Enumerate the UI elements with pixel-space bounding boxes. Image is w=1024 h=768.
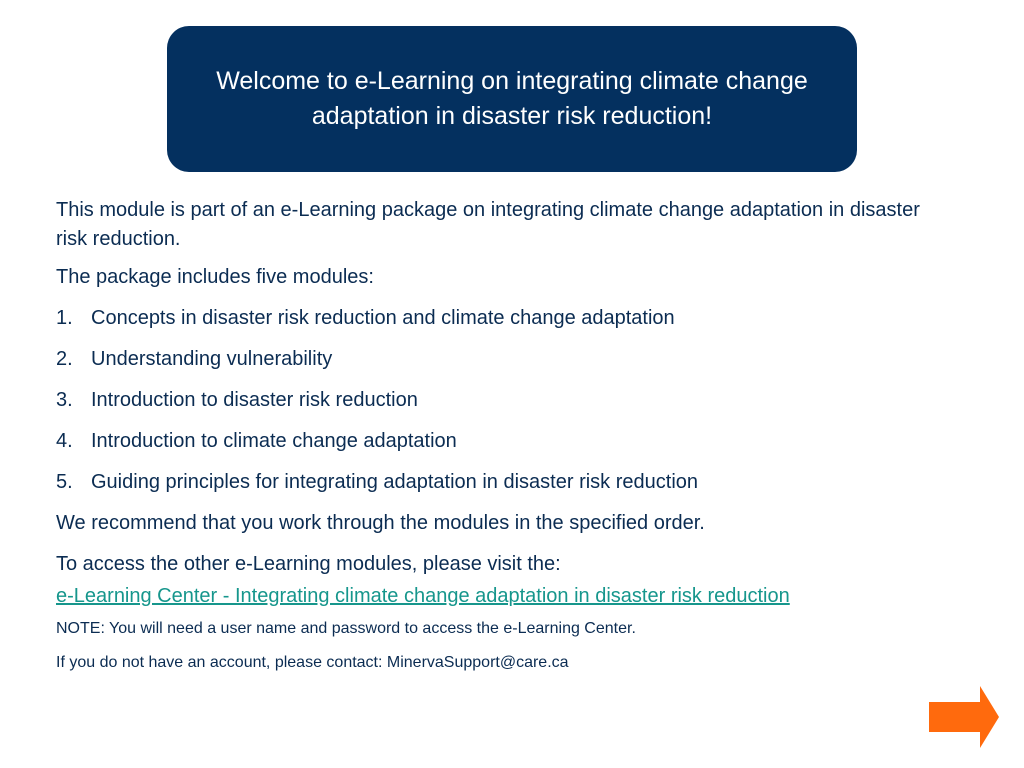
list-item [56, 345, 956, 374]
login-note: NOTE: You will need a user name and password to access the e-Learning Center. [56, 620, 636, 637]
welcome-banner [167, 26, 857, 172]
contact-text: If you do not have an account, please contact: MinervaSupport@care.ca [56, 654, 569, 671]
module-title: Concepts in disaster risk reduction and climate change adaptation [91, 307, 675, 329]
module-title: Guiding principles for integrating adaptation in disaster risk reduction [91, 471, 699, 493]
next-button[interactable] [928, 685, 1000, 749]
module-title: Introduction to disaster risk reduction [91, 389, 418, 411]
module-number: 4. [56, 430, 73, 452]
list-item [56, 468, 956, 497]
page-title: Welcome to e-Learning on integrating climate change adaptation in disaster risk reduction! [216, 67, 808, 130]
arrow-right-icon [928, 685, 1000, 749]
intro-text: This module is part of an e-Learning package on integrating climate change adaptation in disaster risk reduction. [56, 199, 920, 250]
list-item [56, 304, 956, 333]
module-number: 1. [56, 307, 73, 329]
package-intro-text: The package includes five modules: [56, 266, 374, 288]
module-number: 3. [56, 389, 73, 411]
module-number: 5. [56, 471, 73, 493]
module-content [56, 196, 956, 685]
elearning-center-link[interactable]: e-Learning Center - Integrating climate change adaptation in disaster risk reduction [56, 585, 790, 607]
list-item [56, 427, 956, 456]
list-item [56, 386, 956, 415]
module-number: 2. [56, 348, 73, 370]
module-title: Understanding vulnerability [91, 348, 333, 370]
access-text: To access the other e-Learning modules, please visit the: [56, 553, 561, 575]
module-list [56, 304, 956, 497]
module-title: Introduction to climate change adaptation [91, 430, 457, 452]
recommendation-text: We recommend that you work through the modules in the specified order. [56, 512, 705, 534]
